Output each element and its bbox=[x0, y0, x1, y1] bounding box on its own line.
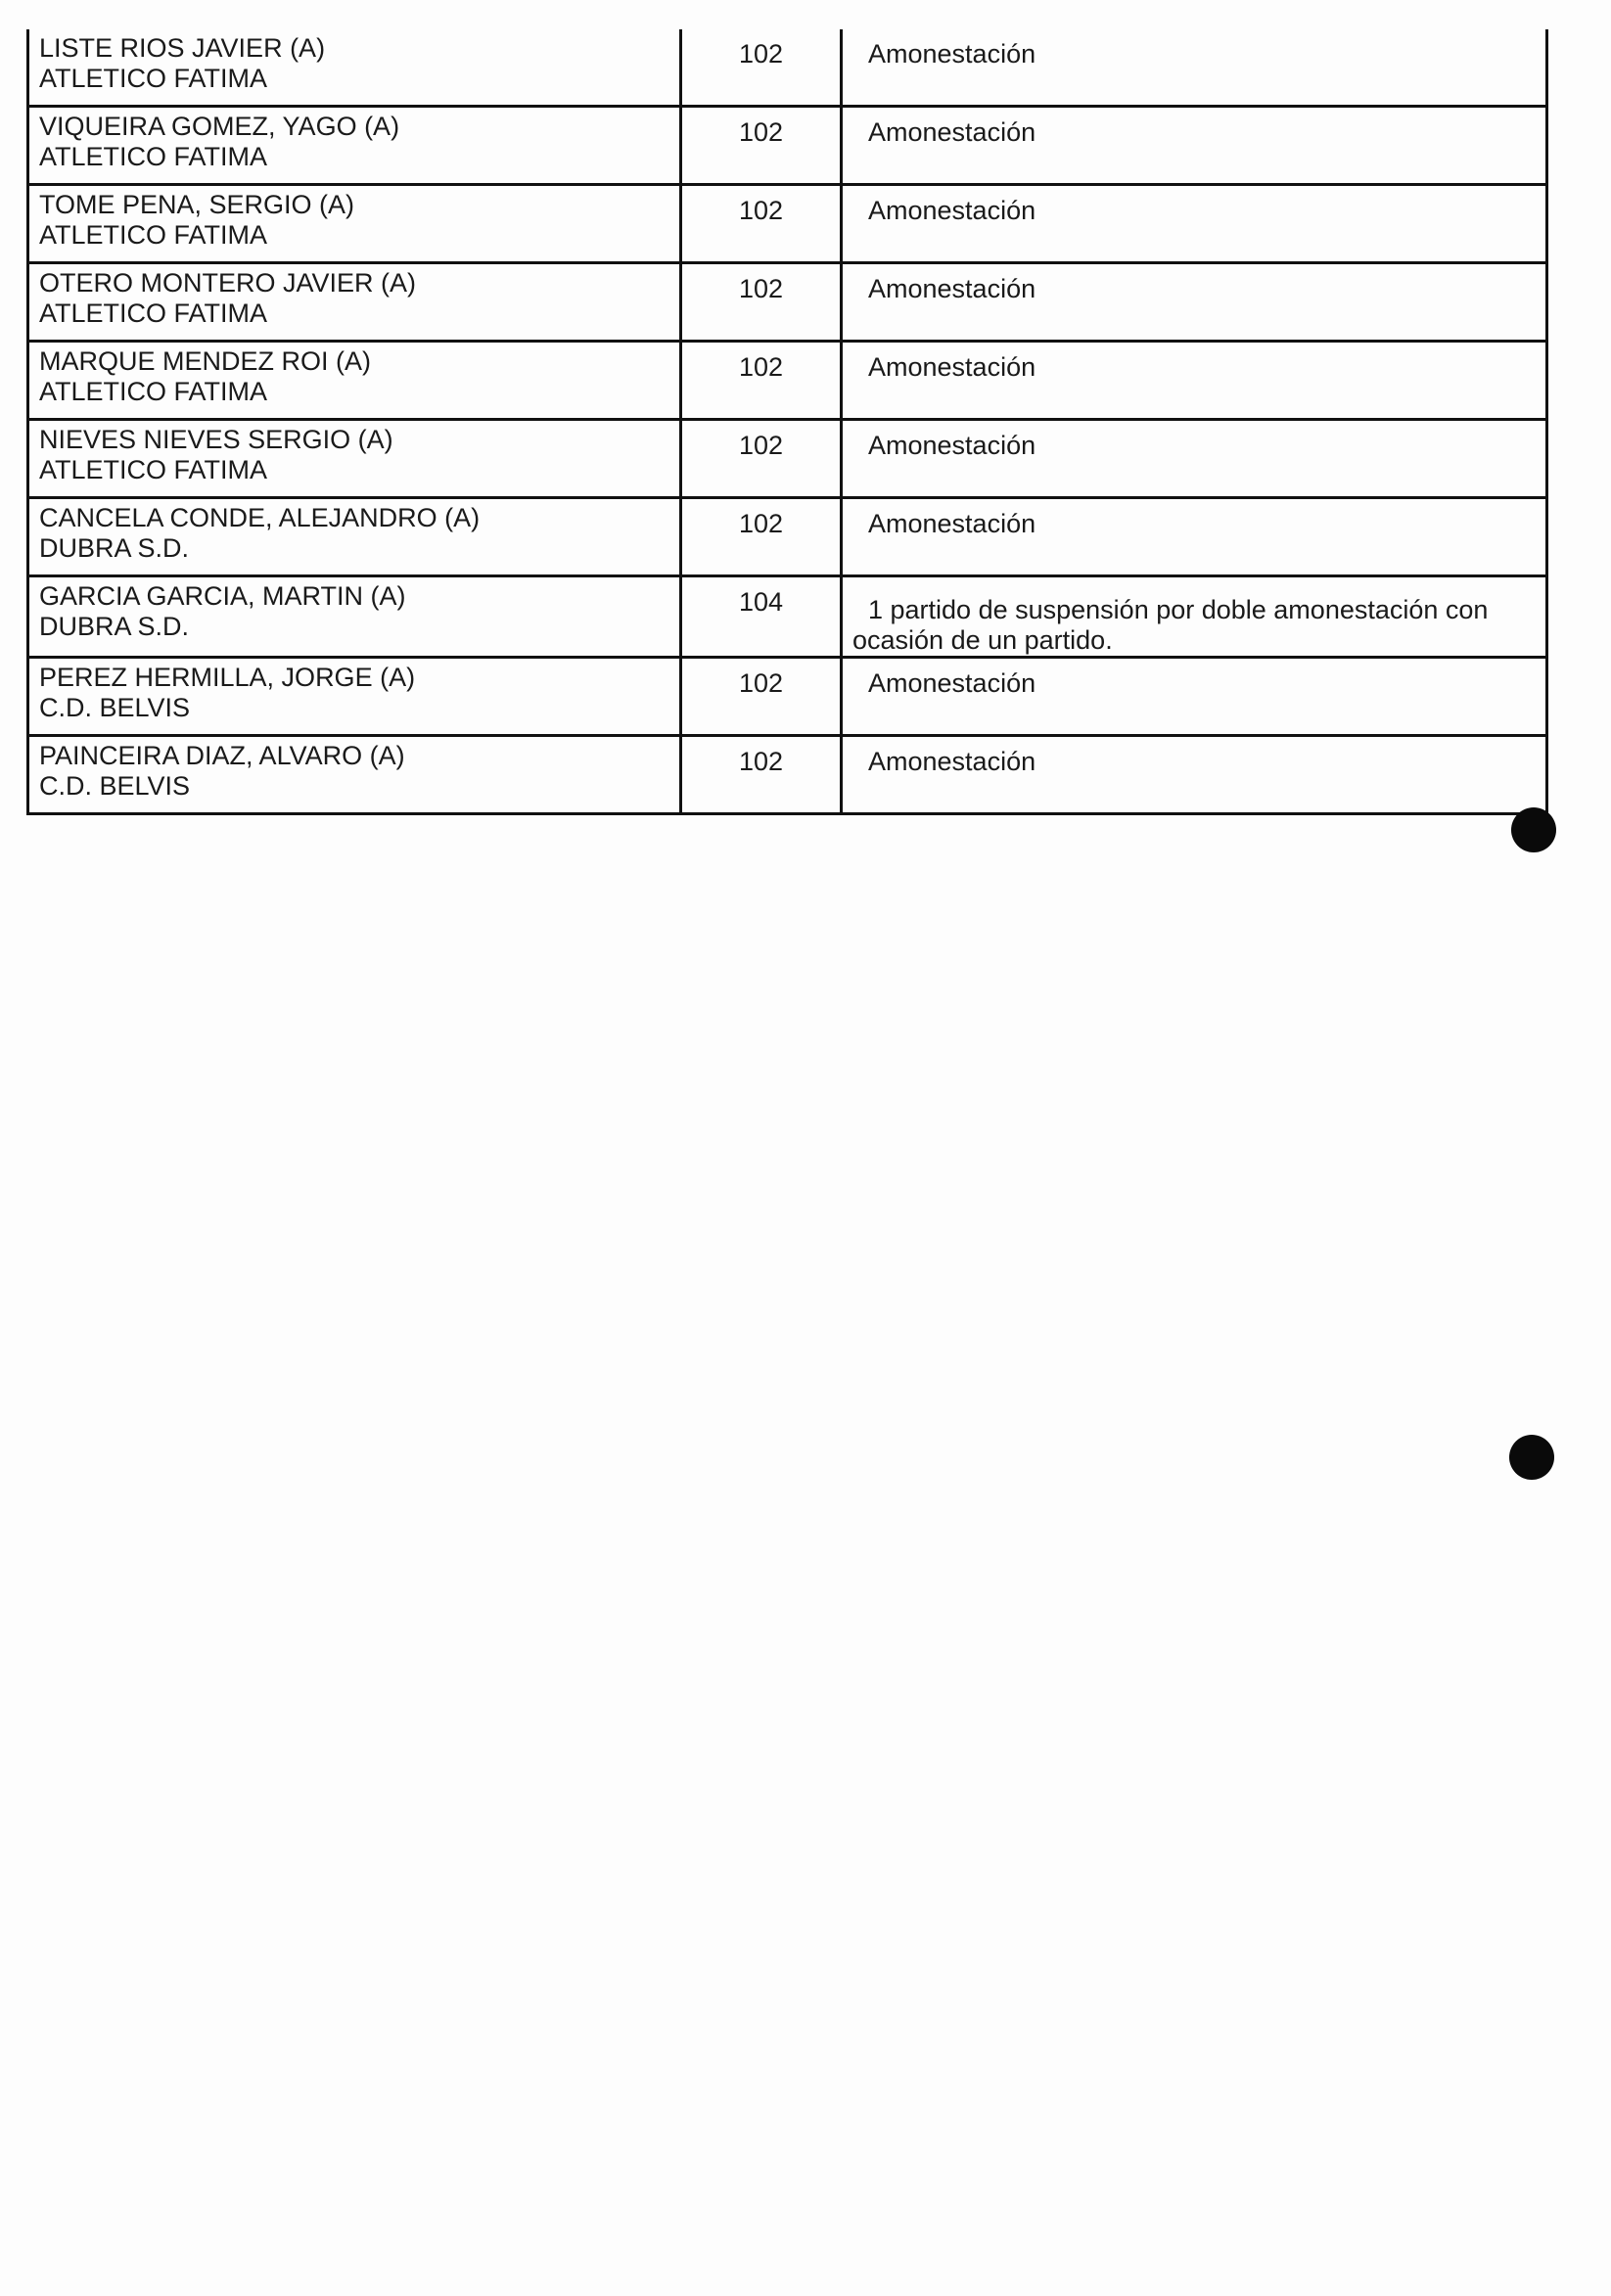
sanction-text: 1 partido de suspensión por doble amonestación con ocasión de un partido. bbox=[852, 595, 1489, 655]
table-row bbox=[28, 576, 1547, 658]
code-cell bbox=[681, 658, 842, 736]
player-cell bbox=[28, 420, 681, 498]
club-name: ATLETICO FATIMA bbox=[39, 298, 268, 328]
player-cell bbox=[28, 185, 681, 263]
sanction-code: 104 bbox=[738, 587, 784, 617]
club-name: ATLETICO FATIMA bbox=[39, 220, 268, 250]
sanction-cell bbox=[842, 658, 1547, 736]
code-cell bbox=[681, 420, 842, 498]
player-name: PAINCEIRA DIAZ, ALVARO (A) bbox=[39, 741, 405, 770]
club-name: ATLETICO FATIMA bbox=[39, 64, 268, 93]
player-name: MARQUE MENDEZ ROI (A) bbox=[39, 346, 372, 376]
player-cell bbox=[28, 342, 681, 420]
code-cell bbox=[681, 498, 842, 576]
sanction-text: Amonestación bbox=[868, 196, 1036, 225]
table-row bbox=[28, 736, 1547, 814]
sanction-cell bbox=[842, 107, 1547, 185]
sanction-text: Amonestación bbox=[868, 668, 1036, 698]
player-cell bbox=[28, 263, 681, 342]
sanction-cell bbox=[842, 420, 1547, 498]
sanction-code: 102 bbox=[738, 747, 784, 776]
sanction-cell bbox=[842, 498, 1547, 576]
table-row bbox=[28, 185, 1547, 263]
player-name: PEREZ HERMILLA, JORGE (A) bbox=[39, 663, 416, 692]
sanction-code: 102 bbox=[738, 196, 784, 225]
code-cell bbox=[681, 736, 842, 814]
code-cell bbox=[681, 576, 842, 658]
sanction-cell bbox=[842, 342, 1547, 420]
sanction-code: 102 bbox=[738, 431, 784, 460]
sanction-text: Amonestación bbox=[868, 352, 1036, 382]
sanction-cell bbox=[842, 263, 1547, 342]
player-name: GARCIA GARCIA, MARTIN (A) bbox=[39, 581, 406, 611]
sanction-code: 102 bbox=[738, 274, 784, 303]
club-name: C.D. BELVIS bbox=[39, 693, 191, 722]
table-row bbox=[28, 107, 1547, 185]
sanctions-table bbox=[26, 29, 1548, 815]
player-cell bbox=[28, 736, 681, 814]
player-cell bbox=[28, 576, 681, 658]
sanction-code: 102 bbox=[738, 509, 784, 538]
sanction-code: 102 bbox=[738, 668, 784, 698]
code-cell bbox=[681, 263, 842, 342]
table-row bbox=[28, 498, 1547, 576]
sanction-text: Amonestación bbox=[868, 509, 1036, 538]
table-row bbox=[28, 658, 1547, 736]
club-name: DUBRA S.D. bbox=[39, 612, 190, 641]
sanction-text: Amonestación bbox=[868, 274, 1036, 303]
sanction-text: Amonestación bbox=[868, 747, 1036, 776]
sanction-text: Amonestación bbox=[868, 117, 1036, 147]
hole-punch-mark bbox=[1509, 1435, 1554, 1480]
player-name: NIEVES NIEVES SERGIO (A) bbox=[39, 425, 393, 454]
sanction-text: Amonestación bbox=[868, 39, 1036, 69]
sanction-code: 102 bbox=[738, 39, 784, 69]
sanction-cell bbox=[842, 185, 1547, 263]
code-cell bbox=[681, 107, 842, 185]
code-cell bbox=[681, 342, 842, 420]
club-name: ATLETICO FATIMA bbox=[39, 455, 268, 484]
player-name: OTERO MONTERO JAVIER (A) bbox=[39, 268, 417, 298]
table-row bbox=[28, 29, 1547, 107]
table-row bbox=[28, 263, 1547, 342]
player-name: VIQUEIRA GOMEZ, YAGO (A) bbox=[39, 112, 400, 141]
player-cell bbox=[28, 29, 681, 107]
club-name: ATLETICO FATIMA bbox=[39, 377, 268, 406]
player-cell bbox=[28, 498, 681, 576]
hole-punch-mark bbox=[1511, 807, 1556, 852]
table-row bbox=[28, 420, 1547, 498]
sanction-cell bbox=[842, 736, 1547, 814]
club-name: DUBRA S.D. bbox=[39, 533, 190, 563]
table-row bbox=[28, 342, 1547, 420]
sanction-text: Amonestación bbox=[868, 431, 1036, 460]
player-name: TOME PENA, SERGIO (A) bbox=[39, 190, 355, 219]
player-name: LISTE RIOS JAVIER (A) bbox=[39, 33, 326, 63]
player-name: CANCELA CONDE, ALEJANDRO (A) bbox=[39, 503, 481, 532]
player-cell bbox=[28, 107, 681, 185]
sanction-code: 102 bbox=[738, 352, 784, 382]
sanction-cell bbox=[842, 576, 1547, 658]
sanction-cell bbox=[842, 29, 1547, 107]
code-cell bbox=[681, 185, 842, 263]
code-cell bbox=[681, 29, 842, 107]
sanction-code: 102 bbox=[738, 117, 784, 147]
club-name: ATLETICO FATIMA bbox=[39, 142, 268, 171]
player-cell bbox=[28, 658, 681, 736]
club-name: C.D. BELVIS bbox=[39, 771, 191, 801]
